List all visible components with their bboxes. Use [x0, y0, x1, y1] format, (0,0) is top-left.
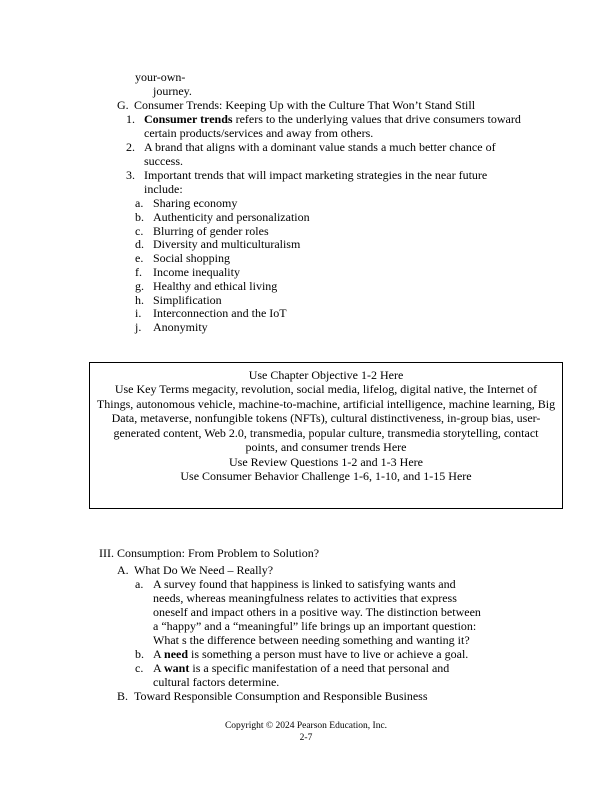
- item-3-line2: include:: [144, 182, 183, 196]
- item-3-line1: Important trends that will impact marketing strategies in the near future: [144, 168, 488, 182]
- item-c-line2: cultural factors determine.: [153, 675, 280, 689]
- want-term: want: [164, 661, 190, 675]
- trend-item: Anonymity: [153, 320, 208, 334]
- section-iii-title: Consumption: From Problem to Solution?: [117, 546, 320, 560]
- subsection-a-title: What Do We Need – Really?: [134, 563, 274, 577]
- trend-marker: i.: [135, 306, 142, 320]
- instruction-line: points, and consumer trends Here: [245, 440, 407, 454]
- trend-marker: d.: [135, 237, 144, 251]
- item-2-marker: 2.: [126, 140, 135, 154]
- instruction-line: Use Review Questions 1-2 and 1-3 Here: [229, 455, 423, 469]
- trend-marker: g.: [135, 279, 144, 293]
- item-c-post: is a specific manifestation of a need that personal and: [189, 661, 450, 675]
- item-1-line1-rest: refers to the underlying values that drive consumers toward: [232, 112, 521, 126]
- item-b-marker: b.: [135, 647, 144, 661]
- instruction-line: Use Consumer Behavior Challenge 1-6, 1-10, and 1-15 Here: [180, 469, 472, 483]
- item-a-line: What s the difference between needing something and wanting it?: [153, 633, 470, 647]
- page-number: 2-7: [299, 733, 313, 743]
- need-term: need: [164, 647, 189, 661]
- trend-marker: e.: [135, 251, 144, 265]
- section-g-title: Consumer Trends: Keeping Up with the Culture That Won’t Stand Still: [134, 98, 476, 112]
- trend-item: Healthy and ethical living: [153, 279, 278, 293]
- subsection-b-marker: B.: [117, 689, 129, 703]
- instruction-box: [89, 362, 563, 509]
- trend-marker: b.: [135, 210, 144, 224]
- item-c-marker: c.: [135, 661, 144, 675]
- item-1-line2: certain products/services and away from others.: [144, 126, 374, 140]
- item-a-marker: a.: [135, 577, 144, 591]
- trend-marker: c.: [135, 224, 144, 238]
- item-b-line: [153, 648, 468, 662]
- item-b-post: is something a person must have to live or achieve a goal.: [188, 647, 469, 661]
- copyright-notice: Copyright © 2024 Pearson Education, Inc.: [224, 721, 388, 731]
- subsection-b-title: Toward Responsible Consumption and Responsible Business: [134, 689, 428, 703]
- subsection-a-marker: A.: [117, 563, 129, 577]
- item-c-line1: [153, 662, 449, 676]
- item-b-pre: A: [153, 647, 165, 661]
- trend-item: Diversity and multiculturalism: [153, 237, 301, 251]
- trend-marker: f.: [135, 265, 142, 279]
- trend-marker: h.: [135, 293, 144, 307]
- item-2-line1: A brand that aligns with a dominant value stands a much better chance of: [144, 140, 496, 154]
- item-1-line1: [144, 113, 521, 127]
- item-c-pre: A: [153, 661, 165, 675]
- item-3-marker: 3.: [126, 168, 135, 182]
- instruction-line: Data, metaverse, nonfungible tokens (NFTs), cultural distinctiveness, in-group bias, user-: [111, 411, 541, 425]
- trend-item: Blurring of gender roles: [153, 224, 269, 238]
- item-a-line: oneself and impact others in a positive way. The distinction between: [153, 605, 481, 619]
- section-g-marker: G.: [117, 98, 129, 112]
- item-2-line2: success.: [144, 154, 183, 168]
- consumer-trends-term: Consumer trends: [144, 112, 233, 126]
- item-a-line: a “happy” and a “meaningful” life brings up an important question:: [153, 619, 477, 633]
- trend-marker: j.: [135, 320, 142, 334]
- continuation-text-line1: your-own-: [135, 70, 186, 84]
- item-1-marker: 1.: [126, 112, 135, 126]
- item-a-line: A survey found that happiness is linked to satisfying wants and: [153, 577, 456, 591]
- trend-item: Authenticity and personalization: [153, 210, 310, 224]
- trend-item: Interconnection and the IoT: [153, 306, 287, 320]
- instruction-line: Use Chapter Objective 1-2 Here: [248, 368, 404, 382]
- instruction-line: generated content, Web 2.0, transmedia, popular culture, transmedia storytelling, contact: [113, 426, 539, 440]
- item-a-line: needs, whereas meaningfulness relates to activities that express: [153, 591, 457, 605]
- trend-marker: a.: [135, 196, 144, 210]
- section-iii-marker: III.: [99, 546, 114, 560]
- trend-item: Social shopping: [153, 251, 230, 265]
- instruction-line: Use Key Terms megacity, revolution, social media, lifelog, digital native, the Internet of: [114, 382, 538, 396]
- instruction-line: Things, autonomous vehicle, machine-to-machine, artificial intelligence, machine learning, Big: [96, 397, 556, 411]
- trend-item: Simplification: [153, 293, 222, 307]
- trend-item: Income inequality: [153, 265, 240, 279]
- continuation-text-line2: journey.: [153, 84, 192, 98]
- trend-item: Sharing economy: [153, 196, 238, 210]
